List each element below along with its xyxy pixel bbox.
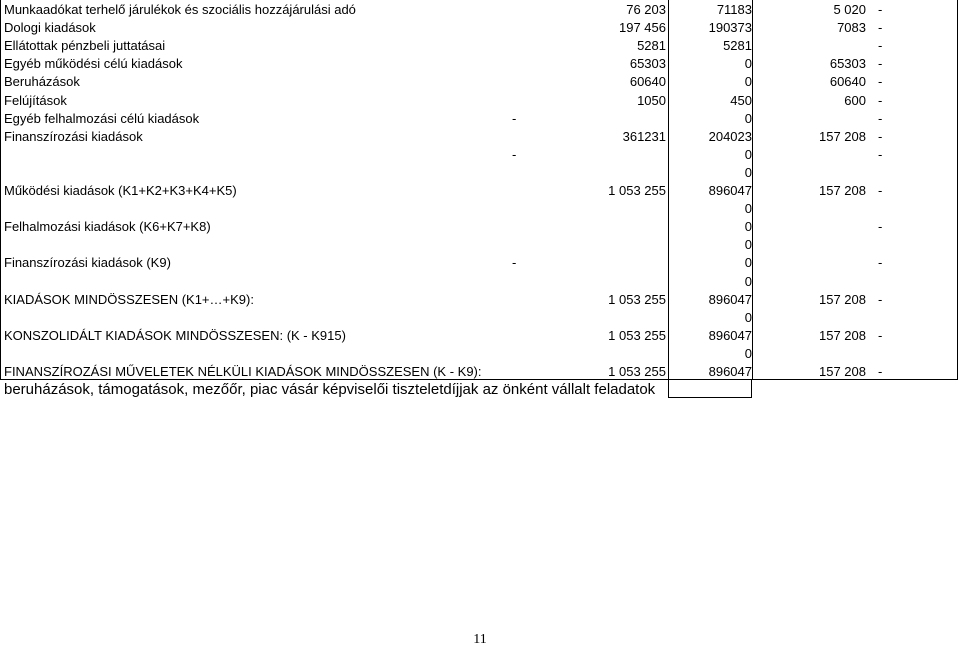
cell-col1: 197 456 xyxy=(619,20,666,36)
table-row xyxy=(0,182,960,200)
cell-col3: 157 208 xyxy=(819,183,866,198)
cell-col4: - xyxy=(878,146,883,162)
cell-zero: 0 xyxy=(744,345,752,361)
table-row xyxy=(0,37,960,55)
cell-col4: - xyxy=(878,20,883,36)
cell-col2: 0 xyxy=(744,255,752,271)
cell-col1: 1 053 255 xyxy=(608,291,666,307)
cell-col4: - xyxy=(878,74,883,90)
table-row xyxy=(0,236,960,254)
cell-col2: 5281 xyxy=(723,38,752,54)
table-row xyxy=(0,218,960,236)
cell-col3: 7083 xyxy=(837,20,866,36)
cell-col1: 1050 xyxy=(637,92,666,108)
row-label: Munkaadókat terhelő járulékok és szociális hozzájárulási adó xyxy=(4,2,356,17)
cell-col3: 600 xyxy=(844,92,866,108)
cell-col2: 0 xyxy=(744,74,752,90)
summary-text: beruházások, támogatások, mezőőr, piac vásár képviselői tiszteletdíjjak az önként vállalt feladatok xyxy=(4,381,656,398)
cell-col1-dash: - xyxy=(512,255,517,271)
table-row xyxy=(0,128,960,146)
cell-col4: - xyxy=(878,56,883,72)
row-label: Dologi kiadások xyxy=(4,20,96,36)
cell-col2: 0 xyxy=(744,219,752,235)
row-label: Finanszírozási kiadások (K9) xyxy=(4,255,171,271)
cell-col4: - xyxy=(878,327,883,343)
row-label: Felhalmozási kiadások (K6+K7+K8) xyxy=(4,219,211,235)
table-row xyxy=(0,1,960,19)
cell-zero: 0 xyxy=(744,164,752,180)
table-row xyxy=(0,110,960,128)
table-row xyxy=(0,164,960,182)
cell-col3: 5 020 xyxy=(833,2,866,17)
row-label: Egyéb működési célú kiadások xyxy=(4,56,183,72)
cell-col4: - xyxy=(878,92,883,108)
row-label: Működési kiadások (K1+K2+K3+K4+K5) xyxy=(4,183,237,198)
cell-col1-dash: - xyxy=(512,110,517,126)
cell-col4: - xyxy=(878,183,883,198)
cell-zero: 0 xyxy=(744,237,752,253)
row-label: FINANSZÍROZÁSI MŰVELETEK NÉLKÜLI KIADÁSOK MINDÖSSZESEN (K - K9): xyxy=(4,364,482,379)
cell-col3: 157 208 xyxy=(819,327,866,343)
table-row xyxy=(0,146,960,164)
cell-col2: 0 xyxy=(744,110,752,126)
cell-col1: 60640 xyxy=(629,74,666,90)
page-number: 11 xyxy=(473,632,487,647)
row-label: KIADÁSOK MINDÖSSZESEN (K1+…+K9): xyxy=(4,291,254,307)
cell-col1: 361231 xyxy=(622,128,666,144)
table-row xyxy=(0,363,960,381)
cell-col4: - xyxy=(878,364,883,379)
row-label: Felújítások xyxy=(4,92,67,108)
cell-col1: 1 053 255 xyxy=(608,327,666,343)
table-row xyxy=(0,73,960,91)
table-row xyxy=(0,200,960,218)
cell-col4: - xyxy=(878,2,883,17)
cell-col1: 76 203 xyxy=(626,2,666,17)
table-row xyxy=(0,254,960,272)
cell-col4: - xyxy=(878,219,883,235)
cell-col2: 896047 xyxy=(708,291,752,307)
cell-col4: - xyxy=(878,291,883,307)
cell-col4: - xyxy=(878,110,883,126)
cell-zero: 0 xyxy=(744,273,752,289)
table-row xyxy=(0,291,960,309)
table-row xyxy=(0,55,960,73)
table-row xyxy=(0,309,960,327)
cell-col3: 65303 xyxy=(829,56,866,72)
cell-col2: 896047 xyxy=(708,327,752,343)
table-row xyxy=(0,345,960,363)
cell-col2: 71183 xyxy=(716,2,752,17)
row-label: Ellátottak pénzbeli juttatásai xyxy=(4,38,166,54)
cell-col1: 1 053 255 xyxy=(608,183,666,198)
cell-col3: 157 208 xyxy=(819,128,866,144)
table-row xyxy=(0,92,960,110)
cell-col2: 190373 xyxy=(708,20,752,36)
cell-zero: 0 xyxy=(744,201,752,217)
row-label: Egyéb felhalmozási célú kiadások xyxy=(4,110,200,126)
cell-col2: 896047 xyxy=(708,183,752,198)
cell-col2: 450 xyxy=(730,92,752,108)
cell-zero: 0 xyxy=(744,309,752,325)
cell-col2: 0 xyxy=(744,56,752,72)
cell-col3: 60640 xyxy=(829,74,866,90)
summary-box xyxy=(668,380,752,398)
cell-col4: - xyxy=(878,255,883,271)
cell-col2: 896047 xyxy=(708,364,752,379)
cell-col3: 157 208 xyxy=(819,364,866,379)
cell-col1: 1 053 255 xyxy=(608,364,666,379)
table-row xyxy=(0,273,960,291)
row-label: KONSZOLIDÁLT KIADÁSOK MINDÖSSZESEN: (K - K915) xyxy=(4,327,346,343)
cell-col1: 65303 xyxy=(629,56,666,72)
cell-col4: - xyxy=(878,38,883,54)
cell-col1-dash: - xyxy=(512,146,517,162)
table-row xyxy=(0,19,960,37)
row-label: Beruházások xyxy=(4,74,80,90)
cell-col2: 204023 xyxy=(708,128,752,144)
cell-col2: 0 xyxy=(744,146,752,162)
cell-col3: 157 208 xyxy=(819,291,866,307)
row-label: Finanszírozási kiadások xyxy=(4,128,143,144)
cell-col1: 5281 xyxy=(637,38,666,54)
cell-col4: - xyxy=(878,128,883,144)
table-row xyxy=(0,327,960,345)
